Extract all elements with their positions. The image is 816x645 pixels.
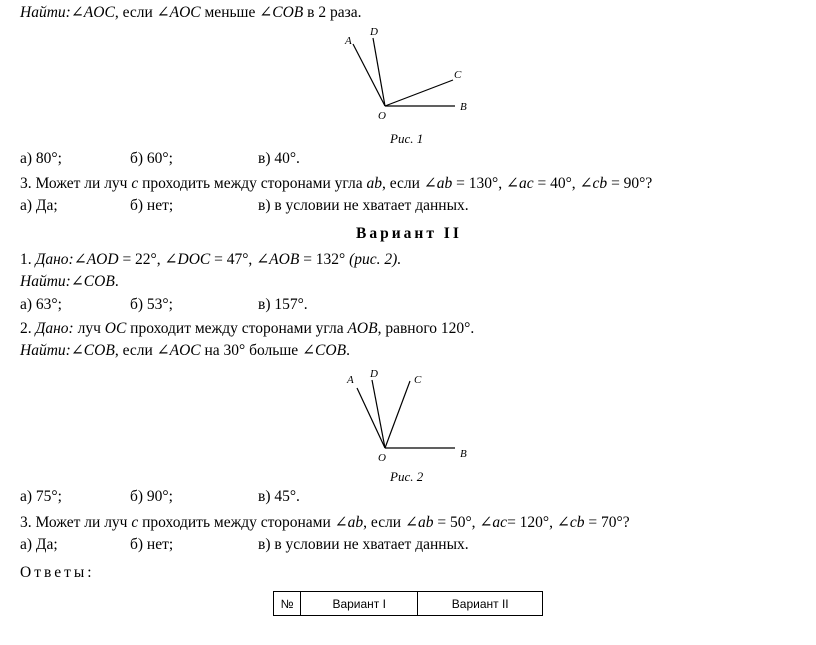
point-label-b: B xyxy=(460,101,467,113)
text: = 50°, xyxy=(433,514,480,531)
point-label-a: A xyxy=(345,35,352,47)
point-label-o: O xyxy=(378,110,386,122)
col-header-variant-2: Вариант II xyxy=(418,592,543,616)
option-b: б) 90°; xyxy=(130,488,173,505)
angle: ∠ab xyxy=(423,175,453,192)
text: , если xyxy=(363,514,405,531)
point-label-c: C xyxy=(454,69,462,81)
v1-find-line xyxy=(20,4,361,22)
v2-question-2-find xyxy=(20,342,350,360)
point-label-b: B xyxy=(460,448,467,460)
text: , если xyxy=(114,4,157,21)
ray-oc xyxy=(385,80,453,106)
text: 3. Может ли луч xyxy=(20,175,132,192)
figure-ref: (рис. 2). xyxy=(349,251,402,268)
option-a: а) 63°; xyxy=(20,296,62,313)
point-label-o: O xyxy=(378,452,386,464)
answers-table xyxy=(273,591,543,616)
v2-question-1-find xyxy=(20,273,119,291)
option-a: а) 80°; xyxy=(20,150,62,167)
table-header-row xyxy=(274,592,543,616)
text: = 22°, xyxy=(118,251,165,268)
find-label: Найти: xyxy=(20,4,71,21)
figure-2-diagram xyxy=(330,364,490,466)
v1-question-3 xyxy=(20,175,652,193)
angle: ∠AOB xyxy=(256,251,300,268)
text: = 40°, xyxy=(533,175,580,192)
point-label-d: D xyxy=(370,26,378,38)
col-header-number: № xyxy=(274,592,301,616)
option-c: в) 157°. xyxy=(258,296,308,313)
variant-2-heading: Вариант II xyxy=(356,225,462,242)
text: проходить между сторонами xyxy=(138,514,335,531)
text: в 2 раза. xyxy=(303,4,362,21)
angle: ∠cb xyxy=(556,514,585,531)
angle: ∠cb xyxy=(579,175,608,192)
angle: ∠ac xyxy=(479,514,508,531)
option-a: а) Да; xyxy=(20,536,58,553)
text: луч xyxy=(73,320,105,337)
angle: ∠AOC xyxy=(156,4,201,21)
option-c: в) в условии не хватает данных. xyxy=(258,197,469,214)
v2-question-1 xyxy=(20,251,401,269)
option-b: б) нет; xyxy=(130,536,174,553)
text: проходить между сторонами угла xyxy=(138,175,367,192)
text: = 90°? xyxy=(607,175,653,192)
find-label: Найти: xyxy=(20,342,71,359)
col-header-variant-1: Вариант I xyxy=(301,592,418,616)
text: , если xyxy=(381,175,424,192)
option-c: в) 45°. xyxy=(258,488,300,505)
angle: ∠DOC xyxy=(164,251,211,268)
text: , равного 120°. xyxy=(377,320,475,337)
option-b: б) нет; xyxy=(130,197,174,214)
point-label-d: D xyxy=(370,368,378,380)
ray-oa xyxy=(353,44,385,106)
text: 1. xyxy=(20,251,36,268)
ray-oc xyxy=(385,381,410,448)
v2-question-3 xyxy=(20,514,630,532)
v2-question-2 xyxy=(20,320,474,338)
angle: ∠ab xyxy=(404,514,434,531)
option-a: а) Да; xyxy=(20,197,58,214)
angle: ∠COB xyxy=(259,4,304,21)
text: = 47°, xyxy=(210,251,257,268)
given-label: Дано: xyxy=(35,251,74,268)
text: = 132° xyxy=(299,251,350,268)
angle: ∠ac xyxy=(505,175,534,192)
angle: ∠ab xyxy=(334,514,364,531)
text: на 30° больше xyxy=(200,342,303,359)
option-c: в) в условии не хватает данных. xyxy=(258,536,469,553)
ray-c: c xyxy=(131,514,139,531)
text: проходит между сторонами угла xyxy=(126,320,348,337)
ray-od xyxy=(372,380,385,448)
text: 2. xyxy=(20,320,36,337)
point-label-a: A xyxy=(347,374,354,386)
point-label-c: C xyxy=(414,374,422,386)
text: , если xyxy=(114,342,157,359)
text: = 120°, xyxy=(507,514,557,531)
find-label: Найти: xyxy=(20,273,71,290)
answers-heading: Ответы: xyxy=(20,564,95,581)
ray-oa xyxy=(357,388,385,448)
angle-aob: AOB xyxy=(347,320,378,337)
figure-1-diagram xyxy=(330,24,490,126)
text: . xyxy=(114,273,119,290)
angle: ∠COB xyxy=(70,273,115,290)
angle-ab: ab xyxy=(366,175,382,192)
text: . xyxy=(346,342,350,359)
text: = 70°? xyxy=(584,514,630,531)
text: 3. Может ли луч xyxy=(20,514,132,531)
option-b: б) 60°; xyxy=(130,150,173,167)
ray-c: c xyxy=(131,175,139,192)
angle: ∠AOC xyxy=(70,4,115,21)
angle: ∠COB xyxy=(70,342,115,359)
figure-1-caption: Рис. 1 xyxy=(390,131,424,146)
angle: ∠COB xyxy=(302,342,347,359)
option-a: а) 75°; xyxy=(20,488,62,505)
option-c: в) 40°. xyxy=(258,150,300,167)
angle: ∠AOD xyxy=(73,251,119,268)
given-label: Дано: xyxy=(35,320,74,337)
ray-oc: OC xyxy=(104,320,127,337)
ray-od xyxy=(373,38,385,106)
text: = 130°, xyxy=(452,175,506,192)
text: меньше xyxy=(200,4,260,21)
figure-2-caption: Рис. 2 xyxy=(390,469,424,484)
angle: ∠AOC xyxy=(156,342,201,359)
option-b: б) 53°; xyxy=(130,296,173,313)
